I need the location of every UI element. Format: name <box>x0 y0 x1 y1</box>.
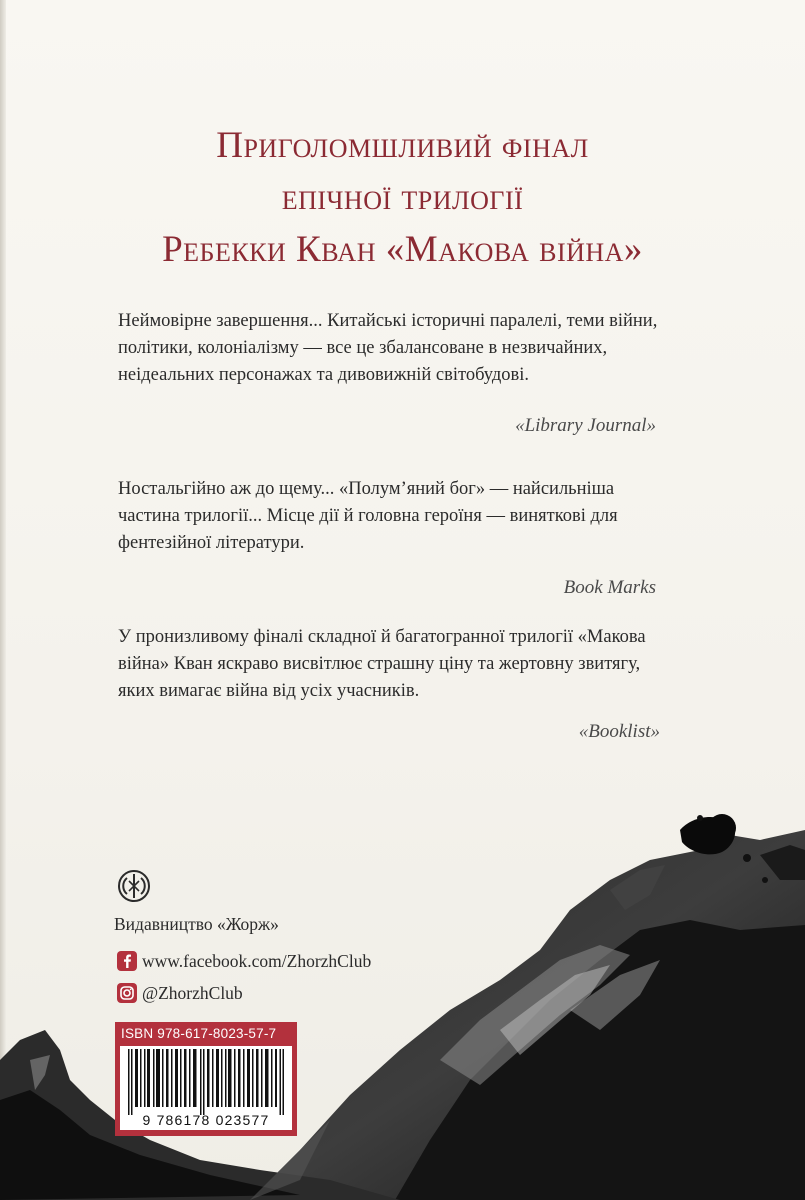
zhorzh-logo-icon <box>116 868 152 904</box>
instagram-icon <box>116 982 138 1004</box>
isbn-label: ISBN 978-617-8023-57-7 <box>121 1026 277 1041</box>
facebook-url: www.facebook.com/ZhorzhClub <box>142 950 372 971</box>
review-source: «Library Journal» <box>515 415 656 436</box>
headline <box>80 120 725 276</box>
barcode-bars <box>128 1049 284 1115</box>
headline-line-3: Ребекки Кван «Макова війна» <box>162 229 643 270</box>
instagram-link[interactable] <box>116 982 243 1004</box>
instagram-handle: @ZhorzhClub <box>142 982 243 1003</box>
review-book-marks <box>118 476 678 599</box>
review-booklist <box>118 624 678 743</box>
review-text: У пронизливому фіналі складної й багатогранної трилогії «Макова війна» Кван яскраво висвітлює страшну ціну та жертовну звитягу, яких вимагає війна від усіх учасників. <box>118 627 646 701</box>
review-source: Book Marks <box>563 577 656 598</box>
review-text: Ностальгійно аж до щему... «Полум’яний бог» — найсильніша частина трилогії... Місце дії й головна героїня — виняткові для фентезійної літератури. <box>118 479 618 553</box>
review-text: Неймовірне завершення... Китайські історичні паралелі, теми війни, політики, колоніалізму — все це збалансоване в незвичайних, неідеальних персонажах та дивовижній світобудові. <box>118 311 658 385</box>
headline-line-1: Приголомшливий фінал <box>216 125 589 166</box>
facebook-icon <box>116 950 138 972</box>
review-library-journal <box>118 308 678 437</box>
review-source: «Booklist» <box>578 721 660 742</box>
headline-line-2: епічної трилогії <box>281 177 524 218</box>
barcode <box>120 1046 292 1130</box>
barcode-digits: 9 786178 023577 <box>142 1112 270 1128</box>
isbn-box <box>115 1022 297 1136</box>
facebook-link[interactable] <box>116 950 371 972</box>
publisher-name: Видавництво «Жорж» <box>114 914 279 934</box>
